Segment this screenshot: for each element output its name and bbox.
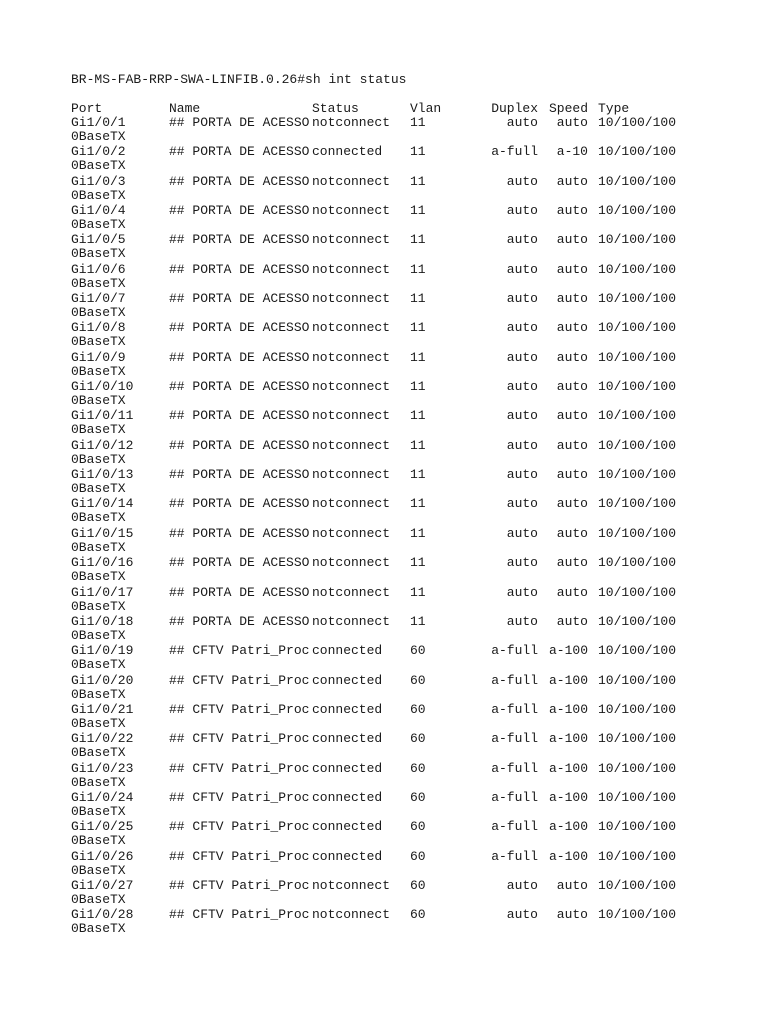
duplex-cell: a-full (491, 819, 538, 835)
port-cell: Gi1/0/4 (71, 203, 126, 219)
speed-cell: a-100 (548, 789, 588, 805)
port-cell: Gi1/0/20 (71, 672, 134, 688)
type-cell: 10/100/100 (598, 525, 677, 541)
status-cell: connected (312, 144, 383, 160)
duplex-cell: a-full (491, 144, 538, 160)
type-wrap-cell: 0BaseTX (71, 715, 126, 731)
vlan-cell: 11 (410, 320, 426, 336)
speed-cell: auto (556, 291, 588, 307)
port-cell: Gi1/0/16 (71, 555, 134, 571)
status-cell: notconnect (312, 408, 391, 424)
vlan-cell: 11 (410, 232, 426, 248)
status-cell: notconnect (312, 379, 391, 395)
type-wrap-cell: 0BaseTX (71, 862, 126, 878)
table-row (71, 614, 691, 643)
vlan-cell: 11 (410, 261, 426, 277)
type-cell: 10/100/100 (598, 379, 677, 395)
name-cell: ## PORTA DE ACESSO (169, 555, 310, 571)
port-cell: Gi1/0/15 (71, 525, 134, 541)
status-cell: notconnect (312, 232, 391, 248)
speed-cell: auto (556, 408, 588, 424)
status-cell: notconnect (312, 320, 391, 336)
type-cell: 10/100/100 (598, 731, 677, 747)
type-wrap-cell: 0BaseTX (71, 246, 126, 262)
duplex-cell: a-full (491, 789, 538, 805)
type-cell: 10/100/100 (598, 144, 677, 160)
type-cell: 10/100/100 (598, 496, 677, 512)
name-cell: ## CFTV Patri_Proc (169, 848, 310, 864)
vlan-cell: 11 (410, 584, 426, 600)
vlan-cell: 60 (410, 907, 426, 923)
duplex-cell: auto (506, 437, 538, 453)
type-cell: 10/100/100 (598, 203, 677, 219)
type-cell: 10/100/100 (598, 555, 677, 571)
vlan-cell: 11 (410, 291, 426, 307)
status-cell: connected (312, 701, 383, 717)
speed-cell: a-100 (548, 848, 588, 864)
status-cell: connected (312, 789, 383, 805)
speed-cell: auto (556, 320, 588, 336)
name-cell: ## PORTA DE ACESSO (169, 203, 310, 219)
vlan-cell: 11 (410, 408, 426, 424)
status-cell: notconnect (312, 349, 391, 365)
port-cell: Gi1/0/5 (71, 232, 126, 248)
duplex-cell: auto (506, 349, 538, 365)
type-cell: 10/100/100 (598, 437, 677, 453)
vlan-cell: 11 (410, 437, 426, 453)
type-wrap-cell: 0BaseTX (71, 833, 126, 849)
name-cell: ## PORTA DE ACESSO (169, 584, 310, 600)
vlan-cell: 60 (410, 760, 426, 776)
duplex-cell: a-full (491, 643, 538, 659)
table-body (71, 115, 691, 937)
table-row (71, 702, 691, 731)
header-name: Name (169, 101, 201, 116)
type-wrap-cell: 0BaseTX (71, 569, 126, 585)
duplex-cell: auto (506, 232, 538, 248)
speed-cell: a-100 (548, 819, 588, 835)
vlan-cell: 60 (410, 877, 426, 893)
port-cell: Gi1/0/13 (71, 467, 134, 483)
speed-cell: auto (556, 115, 588, 130)
speed-cell: a-100 (548, 760, 588, 776)
name-cell: ## PORTA DE ACESSO (169, 320, 310, 336)
type-wrap-cell: 0BaseTX (71, 129, 126, 144)
table-row (71, 232, 691, 261)
speed-cell: auto (556, 349, 588, 365)
speed-cell: auto (556, 877, 588, 893)
duplex-cell: auto (506, 261, 538, 277)
name-cell: ## PORTA DE ACESSO (169, 408, 310, 424)
duplex-cell: auto (506, 555, 538, 571)
duplex-cell: a-full (491, 848, 538, 864)
command-line: BR-MS-FAB-RRP-SWA-LINFIB.0.26#sh int status (71, 72, 407, 87)
table-row (71, 438, 691, 467)
type-wrap-cell: 0BaseTX (71, 891, 126, 907)
speed-cell: auto (556, 467, 588, 483)
speed-cell: a-100 (548, 643, 588, 659)
vlan-cell: 11 (410, 173, 426, 189)
port-cell: Gi1/0/25 (71, 819, 134, 835)
port-cell: Gi1/0/14 (71, 496, 134, 512)
type-cell: 10/100/100 (598, 291, 677, 307)
type-cell: 10/100/100 (598, 643, 677, 659)
status-cell: notconnect (312, 203, 391, 219)
type-cell: 10/100/100 (598, 232, 677, 248)
duplex-cell: auto (506, 115, 538, 130)
duplex-cell: auto (506, 525, 538, 541)
type-cell: 10/100/100 (598, 584, 677, 600)
name-cell: ## CFTV Patri_Proc (169, 672, 310, 688)
port-cell: Gi1/0/8 (71, 320, 126, 336)
table-row (71, 291, 691, 320)
speed-cell: auto (556, 613, 588, 629)
vlan-cell: 60 (410, 643, 426, 659)
type-cell: 10/100/100 (598, 789, 677, 805)
speed-cell: a-100 (548, 731, 588, 747)
speed-cell: auto (556, 584, 588, 600)
speed-cell: a-100 (548, 672, 588, 688)
table-row (71, 878, 691, 907)
table-row (71, 907, 691, 936)
speed-cell: auto (556, 232, 588, 248)
speed-cell: auto (556, 203, 588, 219)
status-cell: notconnect (312, 496, 391, 512)
speed-cell: auto (556, 555, 588, 571)
header-port: Port (71, 101, 103, 116)
type-wrap-cell: 0BaseTX (71, 539, 126, 555)
vlan-cell: 11 (410, 115, 426, 130)
duplex-cell: auto (506, 613, 538, 629)
type-cell: 10/100/100 (598, 115, 677, 130)
status-cell: notconnect (312, 525, 391, 541)
name-cell: ## PORTA DE ACESSO (169, 261, 310, 277)
table-row (71, 790, 691, 819)
name-cell: ## PORTA DE ACESSO (169, 525, 310, 541)
duplex-cell: auto (506, 907, 538, 923)
type-cell: 10/100/100 (598, 261, 677, 277)
duplex-cell: auto (506, 877, 538, 893)
duplex-cell: auto (506, 467, 538, 483)
status-cell: connected (312, 848, 383, 864)
speed-cell: a-100 (548, 701, 588, 717)
header-duplex: Duplex (491, 101, 538, 116)
header-speed: Speed (548, 101, 588, 116)
table-row (71, 643, 691, 672)
vlan-cell: 60 (410, 848, 426, 864)
name-cell: ## CFTV Patri_Proc (169, 877, 310, 893)
type-wrap-cell: 0BaseTX (71, 451, 126, 467)
name-cell: ## CFTV Patri_Proc (169, 701, 310, 717)
speed-cell: auto (556, 261, 588, 277)
status-cell: connected (312, 760, 383, 776)
type-wrap-cell: 0BaseTX (71, 363, 126, 379)
type-wrap-cell: 0BaseTX (71, 745, 126, 761)
vlan-cell: 60 (410, 672, 426, 688)
type-wrap-cell: 0BaseTX (71, 481, 126, 497)
status-cell: notconnect (312, 467, 391, 483)
type-wrap-cell: 0BaseTX (71, 510, 126, 526)
name-cell: ## PORTA DE ACESSO (169, 379, 310, 395)
name-cell: ## PORTA DE ACESSO (169, 467, 310, 483)
speed-cell: auto (556, 496, 588, 512)
type-wrap-cell: 0BaseTX (71, 334, 126, 350)
type-cell: 10/100/100 (598, 907, 677, 923)
type-cell: 10/100/100 (598, 877, 677, 893)
table-row (71, 496, 691, 525)
table-row (71, 174, 691, 203)
status-cell: connected (312, 731, 383, 747)
table-row (71, 350, 691, 379)
table-row (71, 761, 691, 790)
duplex-cell: a-full (491, 701, 538, 717)
name-cell: ## PORTA DE ACESSO (169, 349, 310, 365)
type-wrap-cell: 0BaseTX (71, 275, 126, 291)
vlan-cell: 60 (410, 819, 426, 835)
vlan-cell: 11 (410, 613, 426, 629)
name-cell: ## PORTA DE ACESSO (169, 232, 310, 248)
port-cell: Gi1/0/9 (71, 349, 126, 365)
port-cell: Gi1/0/12 (71, 437, 134, 453)
port-cell: Gi1/0/11 (71, 408, 134, 424)
vlan-cell: 11 (410, 555, 426, 571)
header-type: Type (598, 101, 630, 116)
type-wrap-cell: 0BaseTX (71, 422, 126, 438)
duplex-cell: a-full (491, 731, 538, 747)
name-cell: ## CFTV Patri_Proc (169, 643, 310, 659)
name-cell: ## PORTA DE ACESSO (169, 437, 310, 453)
duplex-cell: a-full (491, 760, 538, 776)
name-cell: ## PORTA DE ACESSO (169, 144, 310, 160)
duplex-cell: auto (506, 320, 538, 336)
name-cell: ## PORTA DE ACESSO (169, 115, 310, 130)
duplex-cell: auto (506, 584, 538, 600)
table-row (71, 731, 691, 760)
type-wrap-cell: 0BaseTX (71, 158, 126, 174)
table-row (71, 203, 691, 232)
type-wrap-cell: 0BaseTX (71, 187, 126, 203)
speed-cell: auto (556, 379, 588, 395)
port-cell: Gi1/0/1 (71, 115, 126, 130)
status-cell: connected (312, 819, 383, 835)
type-cell: 10/100/100 (598, 467, 677, 483)
status-cell: connected (312, 643, 383, 659)
type-cell: 10/100/100 (598, 848, 677, 864)
duplex-cell: auto (506, 173, 538, 189)
type-wrap-cell: 0BaseTX (71, 921, 126, 937)
vlan-cell: 11 (410, 379, 426, 395)
status-cell: notconnect (312, 613, 391, 629)
type-cell: 10/100/100 (598, 613, 677, 629)
status-cell: notconnect (312, 261, 391, 277)
type-cell: 10/100/100 (598, 320, 677, 336)
table-row (71, 526, 691, 555)
vlan-cell: 11 (410, 467, 426, 483)
port-cell: Gi1/0/19 (71, 643, 134, 659)
port-cell: Gi1/0/28 (71, 907, 134, 923)
name-cell: ## PORTA DE ACESSO (169, 496, 310, 512)
table-row (71, 408, 691, 437)
vlan-cell: 60 (410, 789, 426, 805)
speed-cell: auto (556, 525, 588, 541)
vlan-cell: 11 (410, 144, 426, 160)
table-row (71, 555, 691, 584)
name-cell: ## CFTV Patri_Proc (169, 819, 310, 835)
type-cell: 10/100/100 (598, 349, 677, 365)
table-row (71, 849, 691, 878)
table-header (71, 101, 691, 115)
vlan-cell: 11 (410, 349, 426, 365)
type-wrap-cell: 0BaseTX (71, 305, 126, 321)
name-cell: ## CFTV Patri_Proc (169, 907, 310, 923)
port-cell: Gi1/0/10 (71, 379, 134, 395)
type-wrap-cell: 0BaseTX (71, 393, 126, 409)
port-cell: Gi1/0/18 (71, 613, 134, 629)
type-wrap-cell: 0BaseTX (71, 598, 126, 614)
type-cell: 10/100/100 (598, 408, 677, 424)
table-row (71, 115, 691, 144)
type-wrap-cell: 0BaseTX (71, 627, 126, 643)
speed-cell: auto (556, 173, 588, 189)
type-wrap-cell: 0BaseTX (71, 217, 126, 233)
vlan-cell: 60 (410, 731, 426, 747)
name-cell: ## PORTA DE ACESSO (169, 173, 310, 189)
duplex-cell: a-full (491, 672, 538, 688)
duplex-cell: auto (506, 408, 538, 424)
port-cell: Gi1/0/17 (71, 584, 134, 600)
header-vlan: Vlan (410, 101, 442, 116)
speed-cell: auto (556, 437, 588, 453)
type-cell: 10/100/100 (598, 701, 677, 717)
name-cell: ## CFTV Patri_Proc (169, 731, 310, 747)
table-row (71, 379, 691, 408)
status-cell: notconnect (312, 555, 391, 571)
port-cell: Gi1/0/26 (71, 848, 134, 864)
table-row (71, 819, 691, 848)
duplex-cell: auto (506, 379, 538, 395)
port-cell: Gi1/0/6 (71, 261, 126, 277)
table-row (71, 320, 691, 349)
name-cell: ## PORTA DE ACESSO (169, 291, 310, 307)
table-row (71, 673, 691, 702)
table-row (71, 262, 691, 291)
type-wrap-cell: 0BaseTX (71, 803, 126, 819)
duplex-cell: auto (506, 291, 538, 307)
header-status: Status (312, 101, 359, 116)
port-cell: Gi1/0/21 (71, 701, 134, 717)
interface-status-table (71, 101, 691, 937)
port-cell: Gi1/0/22 (71, 731, 134, 747)
status-cell: notconnect (312, 173, 391, 189)
status-cell: notconnect (312, 584, 391, 600)
port-cell: Gi1/0/27 (71, 877, 134, 893)
speed-cell: auto (556, 907, 588, 923)
status-cell: notconnect (312, 291, 391, 307)
type-wrap-cell: 0BaseTX (71, 774, 126, 790)
port-cell: Gi1/0/7 (71, 291, 126, 307)
table-row (71, 144, 691, 173)
port-cell: Gi1/0/2 (71, 144, 126, 160)
type-wrap-cell: 0BaseTX (71, 657, 126, 673)
status-cell: notconnect (312, 437, 391, 453)
port-cell: Gi1/0/24 (71, 789, 134, 805)
vlan-cell: 60 (410, 701, 426, 717)
duplex-cell: auto (506, 496, 538, 512)
status-cell: notconnect (312, 115, 391, 130)
vlan-cell: 11 (410, 496, 426, 512)
name-cell: ## CFTV Patri_Proc (169, 760, 310, 776)
type-cell: 10/100/100 (598, 760, 677, 776)
name-cell: ## PORTA DE ACESSO (169, 613, 310, 629)
speed-cell: a-10 (556, 144, 588, 160)
type-cell: 10/100/100 (598, 173, 677, 189)
status-cell: notconnect (312, 877, 391, 893)
type-cell: 10/100/100 (598, 819, 677, 835)
table-row (71, 467, 691, 496)
status-cell: connected (312, 672, 383, 688)
vlan-cell: 11 (410, 203, 426, 219)
name-cell: ## CFTV Patri_Proc (169, 789, 310, 805)
port-cell: Gi1/0/3 (71, 173, 126, 189)
vlan-cell: 11 (410, 525, 426, 541)
type-cell: 10/100/100 (598, 672, 677, 688)
type-wrap-cell: 0BaseTX (71, 686, 126, 702)
table-row (71, 585, 691, 614)
status-cell: notconnect (312, 907, 391, 923)
duplex-cell: auto (506, 203, 538, 219)
port-cell: Gi1/0/23 (71, 760, 134, 776)
